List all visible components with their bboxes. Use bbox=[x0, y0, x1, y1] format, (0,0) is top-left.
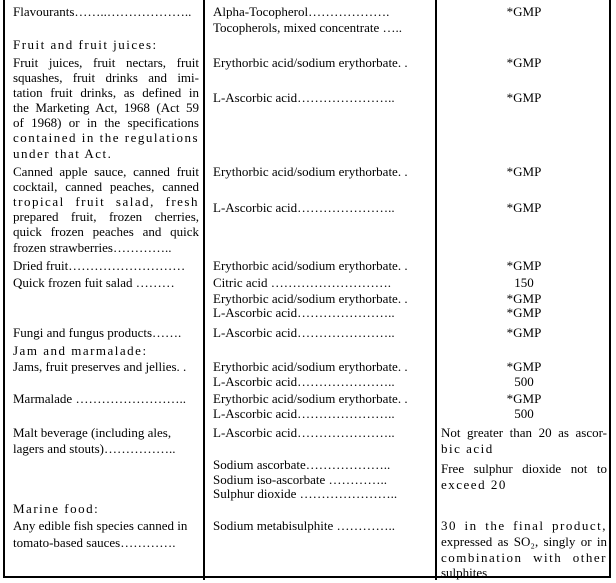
additive-cell-line: L-Ascorbic acid………………….. bbox=[213, 200, 395, 215]
food-cell-line: Fruit and fruit juices: bbox=[13, 37, 158, 52]
limit-cell-value: *GMP bbox=[506, 4, 542, 19]
food-cell-line: Malt beverage (including ales, bbox=[13, 425, 172, 440]
food-cell-line: Fruit juices, fruit nectars, fruit bbox=[13, 55, 199, 70]
food-cell-line: tropical fruit salad, fresh bbox=[13, 194, 199, 209]
additive-cell-line: Sulphur dioxide ………………….. bbox=[213, 486, 398, 501]
additive-cell-line: L-Ascorbic acid………………….. bbox=[213, 406, 395, 421]
limit-cell-value: 500 bbox=[514, 406, 534, 421]
additive-cell-line: L-Ascorbic acid………………….. bbox=[213, 90, 395, 105]
additive-cell-line: Erythorbic acid/sodium erythorbate. . bbox=[213, 391, 408, 406]
food-cell-line: tation fruit drinks, as defined in bbox=[13, 85, 199, 100]
additive-cell-line: Sodium metabisulphite ………….. bbox=[213, 518, 395, 533]
limit-cell-value: *GMP bbox=[506, 90, 542, 105]
limit-note-line: Not greater than 20 as ascor- bbox=[441, 425, 607, 440]
limit-cell-value: *GMP bbox=[506, 391, 542, 406]
additive-cell-line: Erythorbic acid/sodium erythorbate. . bbox=[213, 55, 408, 70]
limit-cell-value: 500 bbox=[514, 374, 534, 389]
limit-note-line: exceed 20 bbox=[441, 477, 507, 492]
limit-cell-value: *GMP bbox=[506, 305, 542, 320]
food-cell-line: Jams, fruit preserves and jellies. . bbox=[13, 359, 187, 374]
additive-cell-line: Citric acid ………………………. bbox=[213, 275, 392, 290]
food-cell-line: Marmalade …………………….. bbox=[13, 391, 186, 406]
limit-cell-value: *GMP bbox=[506, 55, 542, 70]
limit-cell-value: 150 bbox=[514, 275, 534, 290]
additive-cell-line: L-Ascorbic acid………………….. bbox=[213, 425, 395, 440]
food-cell-line: under that Act. bbox=[13, 146, 113, 161]
limit-note-line: Free sulphur dioxide not to bbox=[441, 461, 607, 476]
limit-note-line: expressed as SO₂, singly or in bbox=[441, 534, 607, 549]
limit-cell-value: *GMP bbox=[506, 291, 542, 306]
food-cell-line: Flavourants……..……………….. bbox=[13, 4, 192, 19]
food-cell-line: Canned apple sauce, canned fruit bbox=[13, 164, 199, 179]
food-cell-line: Any edible fish species canned in bbox=[13, 518, 188, 533]
food-cell-line: of 1968) or in the specifications bbox=[13, 115, 199, 130]
additive-cell-line: Sodium iso-ascorbate ………….. bbox=[213, 472, 388, 487]
additive-cell-line: Erythorbic acid/sodium erythorbate. . bbox=[213, 258, 408, 273]
food-cell-line: Quick frozen fuit salad ……… bbox=[13, 275, 175, 290]
limit-note-line: sulphites bbox=[441, 565, 488, 580]
limit-note-line: 30 in the final product, bbox=[441, 518, 607, 533]
food-cell-line: Marine food: bbox=[13, 501, 100, 516]
food-cell-line: quick frozen peaches and quick bbox=[13, 224, 199, 239]
food-cell-line: Jam and marmalade: bbox=[13, 343, 148, 358]
limit-cell-value: *GMP bbox=[506, 164, 542, 179]
food-cell-line: tomato-based sauces…………. bbox=[13, 535, 176, 550]
limit-note-line: combination with other bbox=[441, 550, 607, 565]
additive-cell-line: Alpha-Tocopherol………………. bbox=[213, 4, 390, 19]
additive-cell-line: Tocopherols, mixed concentrate ….. bbox=[213, 20, 402, 35]
food-cell-line: squashes, fruit drinks and imi- bbox=[13, 70, 199, 85]
additive-cell-line: L-Ascorbic acid………………….. bbox=[213, 374, 395, 389]
food-cell-line: frozen strawberries………….. bbox=[13, 240, 172, 255]
food-cell-line: prepared fruit, frozen cherries, bbox=[13, 209, 199, 224]
food-cell-line: cocktail, canned peaches, canned bbox=[13, 179, 199, 194]
limit-cell-value: *GMP bbox=[506, 258, 542, 273]
limit-cell-value: *GMP bbox=[506, 200, 542, 215]
food-cell-line: Fungi and fungus products……. bbox=[13, 325, 182, 340]
limit-cell-value: *GMP bbox=[506, 325, 542, 340]
additive-cell-line: Erythorbic acid/sodium erythorbate. . bbox=[213, 359, 408, 374]
column-divider bbox=[435, 0, 437, 580]
limit-note-line: bic acid bbox=[441, 441, 494, 456]
column-divider bbox=[203, 0, 205, 580]
food-cell-line: Dried fruit……………………… bbox=[13, 258, 186, 273]
additive-cell-line: Erythorbic acid/sodium erythorbate. . bbox=[213, 164, 408, 179]
additive-cell-line: Sodium ascorbate……………….. bbox=[213, 457, 391, 472]
additive-cell-line: L-Ascorbic acid………………….. bbox=[213, 325, 395, 340]
additive-cell-line: L-Ascorbic acid………………….. bbox=[213, 305, 395, 320]
food-cell-line: the Marketing Act, 1968 (Act 59 bbox=[13, 100, 199, 115]
food-cell-line: lagers and stouts)…………….. bbox=[13, 441, 176, 456]
food-cell-line: contained in the regulations bbox=[13, 130, 200, 145]
additive-cell-line: Erythorbic acid/sodium erythorbate. . bbox=[213, 291, 408, 306]
limit-cell-value: *GMP bbox=[506, 359, 542, 374]
